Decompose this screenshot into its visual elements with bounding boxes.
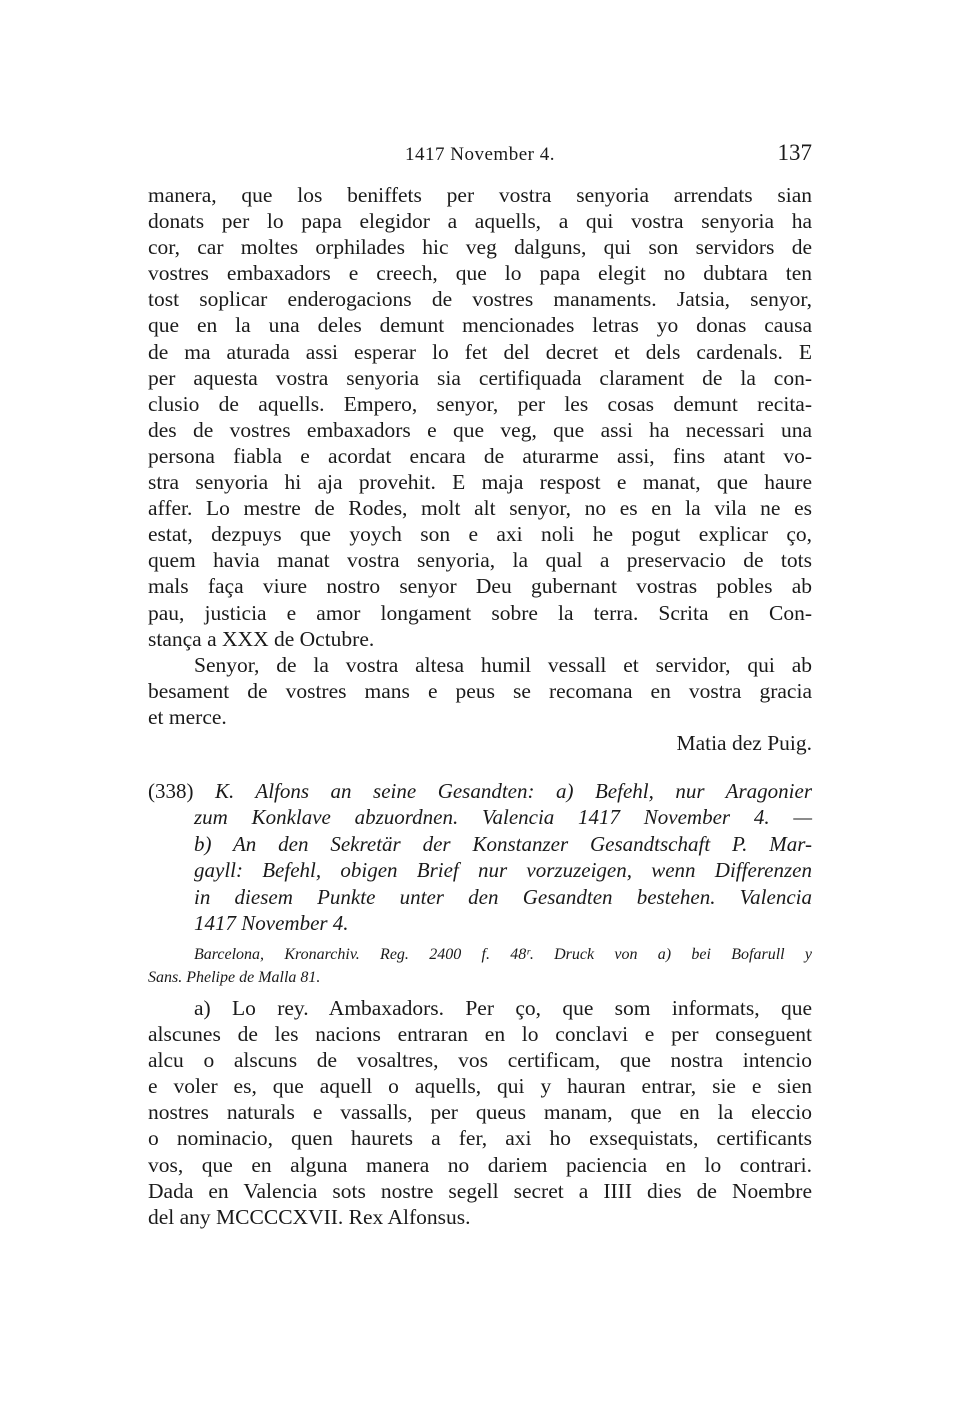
text-line: stra senyoria hi aja provehit. E maja respost e manat, que haure (148, 470, 812, 495)
text-line: quem havia manat vostra senyoria, la qual a preservacio de tots (148, 548, 812, 573)
text-line: del any MCCCCXVII. Rex Alfonsus. (148, 1204, 471, 1229)
text-line: persona fiabla e acordat encara de aturarme assi, fins atant vo- (148, 443, 812, 468)
page-number: 137 (777, 140, 812, 165)
text-line: manera, que los beniffets per vostra senyoria arrendats sian (148, 183, 812, 207)
source-line: Sans. Phelipe de Malla 81. (148, 968, 321, 986)
text-line: per aquesta vostra senyoria sia certifiquada clarament de la con- (148, 365, 812, 390)
text-line: vostres embaxadors e creech, que lo papa elegit no dubtara ten (148, 261, 812, 286)
source-line: Barcelona, Kronarchiv. Reg. 2400 f. 48ʳ. Druck von a) bei Bofarull y (194, 945, 812, 963)
text-line: clusio de aquells. Empero, senyor, per les cosas demunt recita- (148, 391, 812, 416)
text-line: des de vostres embaxadors e que veg, que assi ha necessari una (148, 417, 812, 442)
closing-paragraph (148, 652, 812, 730)
text-line: alscunes de les nacions entraran en lo conclavi e per conseguent (148, 1022, 812, 1047)
entry-number: (338) (148, 778, 194, 803)
source-note (148, 943, 812, 989)
letter-a-paragraph (148, 995, 812, 1230)
text-line: e voler es, que aquell o aquells, qui y hauran entrar, sie e sien (148, 1074, 812, 1099)
regest-line: 1417 November 4. (194, 911, 349, 936)
signature: Matia dez Puig. (676, 730, 812, 755)
text-line: besament de vostres mans e peus se recomana en vostra gracia (148, 678, 812, 703)
book-page (148, 140, 812, 1230)
regest-line: b) An den Sekretär der Konstanzer Gesandtschaft P. Mar- (194, 831, 812, 856)
text-line: alcu o alscuns de vosaltres, vos certificam, que nostra intencio (148, 1048, 812, 1073)
regest-entry (148, 778, 812, 937)
text-line: mals faça viure nostro senyor Deu gubernant vostras pobles ab (148, 574, 812, 599)
text-line: de ma aturada assi esperar lo fet del decret et dels cardenals. E (148, 339, 812, 364)
text-line: pau, justicia e amor longament sobre la terra. Scrita en Con- (148, 600, 812, 625)
text-line: vos, que en alguna manera no dariem paciencia en lo contrari. (148, 1152, 812, 1177)
text-line: Senyor, de la vostra altesa humil vessall et servidor, qui ab (194, 652, 812, 677)
text-line: Dada en Valencia sots nostre segell secret a IIII dies de Noembre (148, 1178, 812, 1203)
text-line: affer. Lo mestre de Rodes, molt alt senyor, no es en la vila ne es (148, 496, 812, 521)
page-header (148, 140, 812, 170)
text-line: stança a XXX de Octubre. (148, 626, 375, 651)
letter-body-paragraph (148, 182, 812, 652)
text-line: a) Lo rey. Ambaxadors. Per ço, que som informats, que (194, 995, 812, 1020)
text-line: donats per lo papa elegidor a aquells, a qui vostra senyoria ha (148, 209, 812, 234)
text-line: que en la una deles demunt mencionades letras yo donas causa (148, 313, 812, 338)
text-line: cor, car moltes orphilades hic veg dalguns, qui son servidors de (148, 235, 812, 260)
regest-line: zum Konklave abzuordnen. Valencia 1417 November 4. — (194, 805, 812, 830)
text-line: nostres naturals e vassalls, per queus manam, que en la eleccio (148, 1100, 812, 1125)
text-line: estat, dezpuys que yoych son e axi noli he pogut explicar ço, (148, 522, 812, 547)
regest-text: K. Alfons an seine Gesandten: a) Befehl, nur Aragonier (215, 778, 812, 803)
regest-line: in diesem Punkte unter den Gesandten bestehen. Valencia (194, 884, 812, 909)
text-line: tost soplicar enderogacions de vostres manaments. Jatsia, senyor, (148, 287, 812, 312)
regest-line: gayll: Befehl, obigen Brief nur vorzuzeigen, wenn Differenzen (194, 858, 812, 883)
text-line: o nominacio, quen haurets a fer, axi ho exsequistats, certificants (148, 1126, 812, 1151)
text-line: et merce. (148, 704, 227, 729)
running-title: 1417 November 4. (405, 144, 555, 165)
regest-line (148, 778, 812, 805)
